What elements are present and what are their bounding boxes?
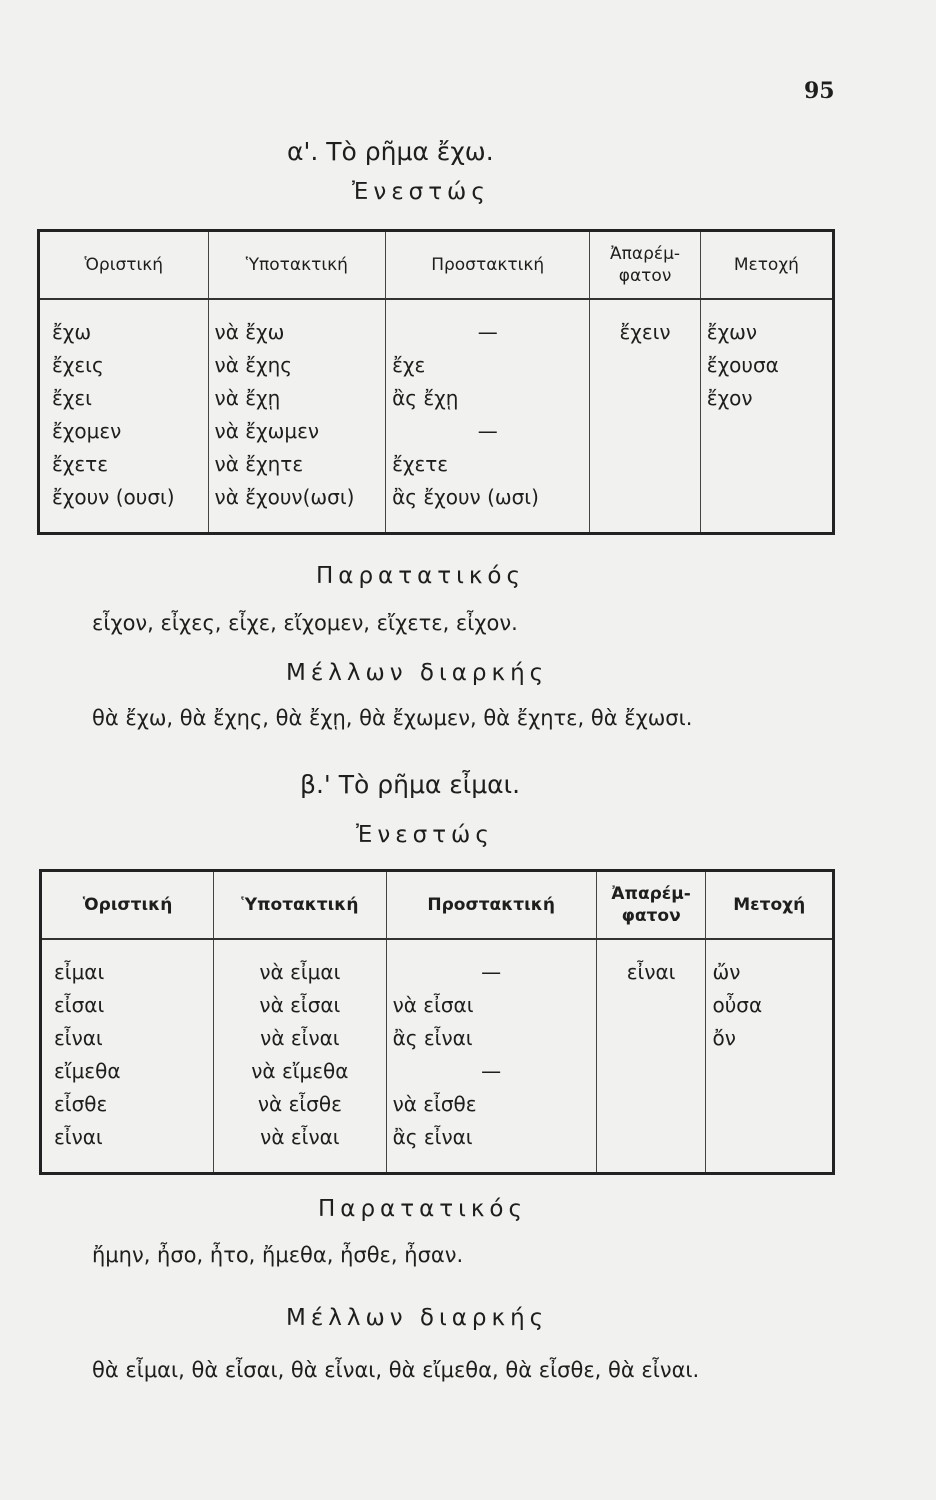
table-cell: εἶσθε bbox=[54, 1092, 108, 1116]
table-cell: νὰ ἔχητε bbox=[208, 448, 386, 481]
table-cell: ἔχω bbox=[52, 320, 92, 344]
table-cell: οὖσα bbox=[706, 989, 834, 1022]
table-row bbox=[41, 989, 834, 1022]
table-row bbox=[39, 415, 834, 448]
table-cell: ἔχων bbox=[700, 316, 833, 349]
header-prostaktiki: Προστακτική bbox=[386, 231, 590, 299]
table-cell: νὰ ἔχωμεν bbox=[208, 415, 386, 448]
table-cell bbox=[590, 349, 700, 382]
table-cell: ἔχετε bbox=[386, 448, 590, 481]
table-cell bbox=[590, 448, 700, 481]
table-cell: νὰ ἔχουν(ωσι) bbox=[208, 481, 386, 514]
table-cell bbox=[700, 481, 833, 514]
table-row bbox=[39, 349, 834, 382]
table-cell: ἂς ἔχουν (ωσι) bbox=[386, 481, 590, 514]
table-cell bbox=[706, 1121, 834, 1154]
table-cell: νὰ εἶναι bbox=[214, 1121, 386, 1154]
table-cell: ἂς εἶναι bbox=[386, 1022, 596, 1055]
table-cell bbox=[590, 382, 700, 415]
section-a-tense: Ἐνεστώς bbox=[352, 179, 490, 205]
table-cell: εἶμαι bbox=[54, 960, 105, 984]
header-aparemfaton: Ἀπαρέμ-φατον bbox=[596, 871, 706, 939]
table-cell: νὰ εἶσθε bbox=[214, 1088, 386, 1121]
table-row bbox=[41, 1121, 834, 1154]
table-cell: εἶναι bbox=[54, 1026, 103, 1050]
section-b-imperfect-title: Παρατατικός bbox=[318, 1196, 527, 1222]
table-cell bbox=[700, 448, 833, 481]
table-cell: εἶναι bbox=[596, 956, 706, 989]
header-metochi: Μετοχή bbox=[706, 871, 834, 939]
table-row bbox=[39, 448, 834, 481]
table-cell: ἔχειν bbox=[590, 316, 700, 349]
table-row bbox=[39, 316, 834, 349]
table-cell bbox=[706, 1055, 834, 1088]
header-metochi: Μετοχή bbox=[700, 231, 833, 299]
table-cell: — bbox=[386, 956, 596, 989]
table-row bbox=[41, 1055, 834, 1088]
table-row bbox=[41, 1022, 834, 1055]
table-cell bbox=[700, 415, 833, 448]
section-b-imperfect: ἤμην, ἦσο, ἦτο, ἤμεθα, ἦσθε, ἦσαν. bbox=[92, 1243, 464, 1267]
table-cell: ἔχεις bbox=[52, 353, 104, 377]
table-cell: — bbox=[386, 1055, 596, 1088]
section-b-tense: Ἐνεστώς bbox=[356, 822, 494, 848]
header-prostaktiki: Προστακτική bbox=[386, 871, 596, 939]
table-row bbox=[41, 956, 834, 989]
table-cell: ἔχει bbox=[52, 386, 92, 410]
table-cell: εἶναι bbox=[54, 1125, 103, 1149]
header-ypotaktiki: Ὑποτακτική bbox=[214, 871, 386, 939]
table-cell: ἔχον bbox=[700, 382, 833, 415]
section-b-table bbox=[39, 869, 835, 1175]
table-cell: νὰ ἔχω bbox=[208, 316, 386, 349]
table-cell: εἴμεθα bbox=[54, 1059, 121, 1083]
table-cell: ἂς εἶναι bbox=[386, 1121, 596, 1154]
table-row bbox=[41, 1088, 834, 1121]
table-cell: νὰ εἴμεθα bbox=[214, 1055, 386, 1088]
section-a-future-title: Μέλλων διαρκής bbox=[286, 660, 549, 686]
table-cell: ἔχε bbox=[386, 349, 590, 382]
table-cell bbox=[596, 989, 706, 1022]
table-cell: νὰ εἶσαι bbox=[214, 989, 386, 1022]
table-cell: νὰ εἶσθε bbox=[386, 1088, 596, 1121]
table-cell bbox=[590, 481, 700, 514]
header-oristiki: Ὁριστική bbox=[41, 871, 214, 939]
section-a-imperfect: εἶχον, εἶχες, εἶχε, εἴχομεν, εἴχετε, εἶχον. bbox=[92, 611, 518, 635]
table-cell: νὰ εἶσαι bbox=[386, 989, 596, 1022]
table-cell: νὰ εἶναι bbox=[214, 1022, 386, 1055]
table-cell: — bbox=[386, 316, 590, 349]
table-row bbox=[39, 382, 834, 415]
table-cell bbox=[596, 1022, 706, 1055]
table-row bbox=[39, 481, 834, 514]
table-cell: νὰ εἶμαι bbox=[214, 956, 386, 989]
table-cell: εἶσαι bbox=[54, 993, 105, 1017]
table-cell: ἔχουσα bbox=[700, 349, 833, 382]
table-cell bbox=[590, 415, 700, 448]
header-ypotaktiki: Ὑποτακτική bbox=[208, 231, 386, 299]
table-cell: νὰ ἔχης bbox=[208, 349, 386, 382]
section-b-future-title: Μέλλων διαρκής bbox=[286, 1305, 549, 1331]
section-a-imperfect-title: Παρατατικός bbox=[316, 563, 525, 589]
table-cell: ἔχομεν bbox=[52, 419, 122, 443]
header-aparemfaton: Ἀπαρέμ-φατον bbox=[590, 231, 700, 299]
table-cell bbox=[706, 1088, 834, 1121]
section-b-future: θὰ εἶμαι, θὰ εἶσαι, θὰ εἶναι, θὰ εἴμεθα, θὰ εἶσθε, θὰ εἶναι. bbox=[92, 1358, 700, 1382]
table-cell: — bbox=[386, 415, 590, 448]
section-a-table bbox=[37, 229, 835, 535]
section-b-title: β.' Τὸ ρῆμα εἶμαι. bbox=[300, 770, 521, 799]
section-a-title: α'. Τὸ ρῆμα ἔχω. bbox=[287, 137, 494, 166]
section-a-future: θὰ ἔχω, θὰ ἔχης, θὰ ἔχῃ, θὰ ἔχωμεν, θὰ ἔχητε, θὰ ἔχωσι. bbox=[92, 706, 693, 730]
table-cell: ἔχετε bbox=[52, 452, 109, 476]
table-cell bbox=[596, 1055, 706, 1088]
table-cell: ἂς ἔχῃ bbox=[386, 382, 590, 415]
table-cell: νὰ ἔχῃ bbox=[208, 382, 386, 415]
page-number: 95 bbox=[804, 78, 835, 104]
table-cell: ὤν bbox=[706, 956, 834, 989]
table-cell: ὄν bbox=[706, 1022, 834, 1055]
table-cell bbox=[596, 1088, 706, 1121]
header-oristiki: Ὁριστική bbox=[39, 231, 209, 299]
table-cell: ἔχουν (ουσι) bbox=[52, 485, 175, 509]
table-cell bbox=[596, 1121, 706, 1154]
